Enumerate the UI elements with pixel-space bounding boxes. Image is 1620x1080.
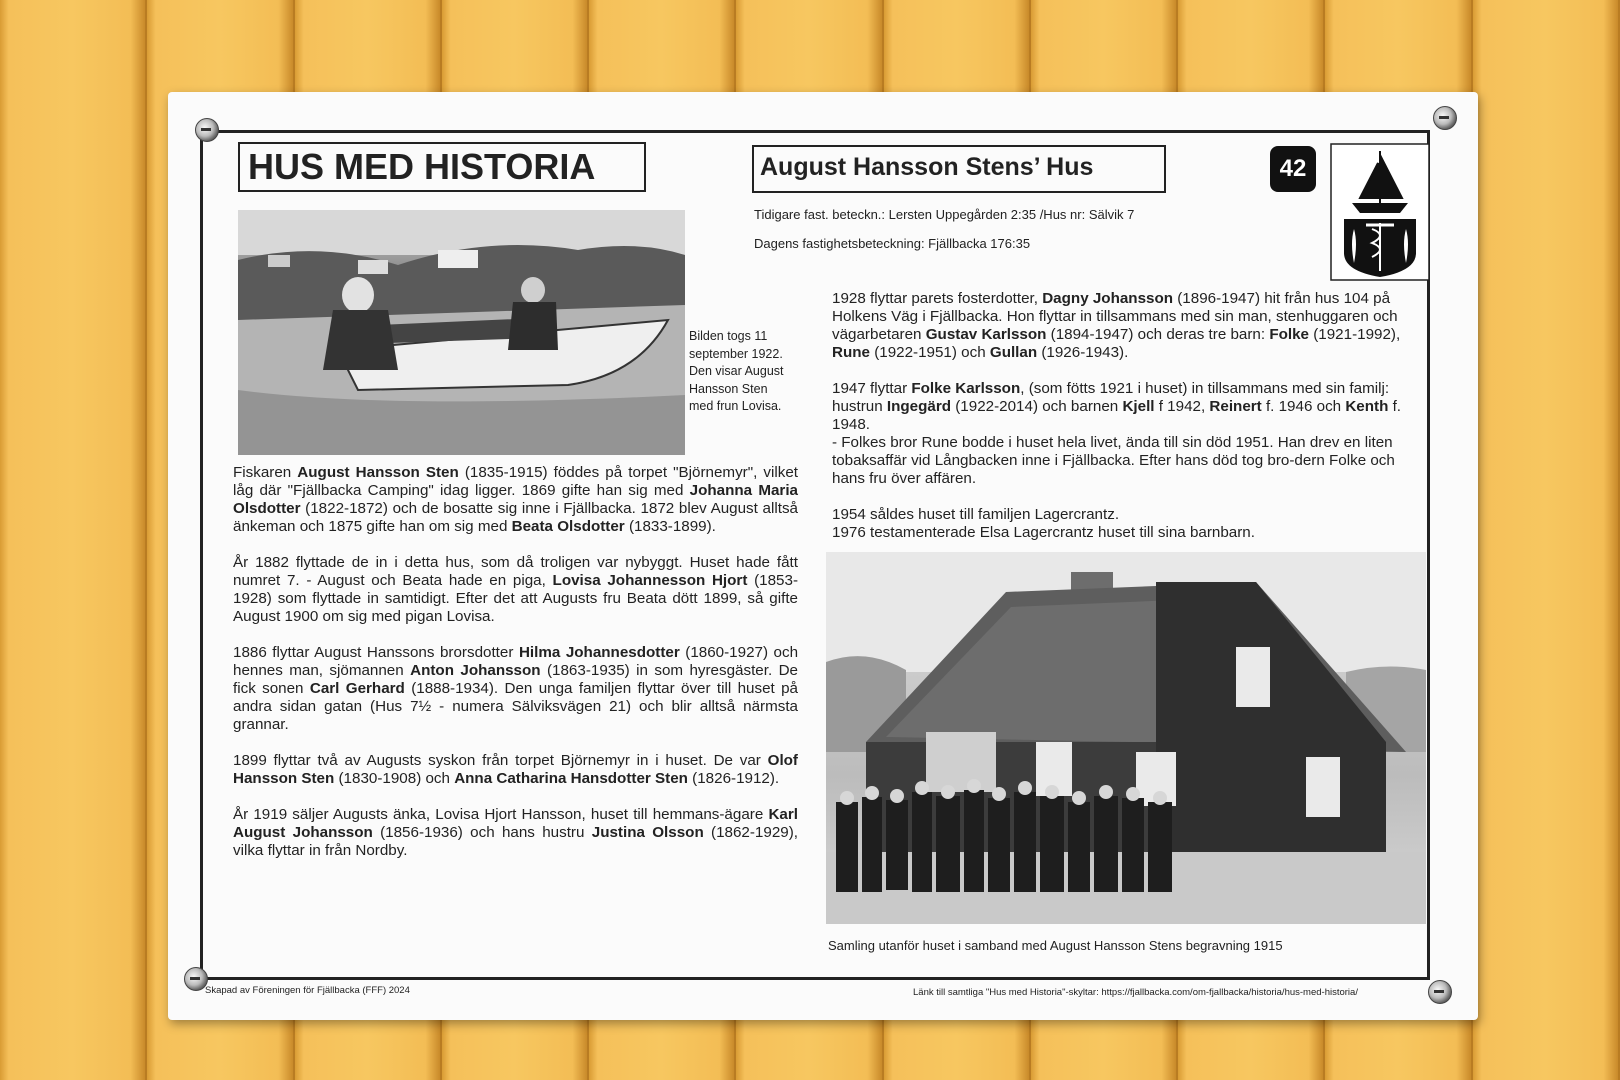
gathering-photo-caption: Samling utanför huset i samband med August Hansson Stens begravning 1915 [828, 938, 1283, 953]
screw-icon [1428, 980, 1452, 1004]
house-number-badge: 42 [1270, 146, 1316, 192]
history-paragraph: 1886 flyttar August Hanssons brorsdotter Hilma Johannesdotter (1860-1927) och hennes man, sjömannen Anton Johansson (1863-1935) in som hyresgäster. De fick sonen Carl Gerhard (1888-1934). Den unga familjen flyttar över till huset på andra sidan gatan (Hus 7½ - numera Sälviksvägen 21) och blir alltså närmsta grannar. [233, 644, 799, 733]
history-text-left-column [233, 464, 798, 878]
fjallbacka-coat-of-arms-icon [1330, 143, 1430, 281]
boat-photo-1922 [238, 210, 685, 455]
current-property-designation: Dagens fastighetsbeteckning: Fjällbacka 176:35 [754, 236, 1031, 251]
previous-property-designation: Tidigare fast. beteckn.: Lersten Uppegården 2:35 /Hus nr: Sälvik 7 [754, 207, 1135, 222]
history-paragraph: 1947 flyttar Folke Karlsson, (som fötts 1921 i huset) in tillsammans med sin familj: hustrun Ingegärd (1922-2014) och barnen Kjell f 1942, Reinert f. 1946 och Kenth f. 1948. - Folkes bror Rune bodde i huset hela livet, ända till sin död 1951. Han drev en liten tobaksaffär vid Långbacken inne i Fjällbacka. Efter hans död tog bro-dern Folke och hans fru över affären. [832, 380, 1402, 487]
history-paragraph: 1899 flyttar två av Augusts syskon från torpet Björnemyr in i huset. De var Olof Hansson Sten (1830-1908) och Anna Catharina Hansdotter Sten (1826-1912). [233, 752, 798, 787]
house-name: August Hansson Stens’ Hus [752, 145, 1166, 193]
created-by-footer: Skapad av Föreningen för Fjällbacka (FFF) 2024 [205, 985, 410, 996]
history-paragraph: År 1919 säljer Augusts änka, Lovisa Hjort Hansson, huset till hemmans-ägare Karl August Johansson (1856-1936) och hans hustru Justina Olsson (1862-1929), vilka flyttar in från Nordby. [233, 806, 798, 859]
history-paragraph: 1954 såldes huset till familjen Lagercrantz. 1976 testamenterade Elsa Lagercrantz huset till sina barnbarn. [832, 506, 1255, 541]
boat-photo-caption: Bilden togs 11 september 1922. Den visar August Hansson Sten med frun Lovisa. [689, 329, 784, 413]
history-paragraph: Fiskaren August Hansson Sten (1835-1915) föddes på torpet "Björnemyr", vilket låg där "Fjällbacka Camping" idag ligger. 1869 gifte han sig med Johanna Maria Olsdotter (1822-1872) och de bosatte sig inne i Fjällbacka. 1872 blev August alltså änkeman och 1875 gifte han om sig med Beata Olsdotter (1833-1899). [233, 464, 799, 535]
history-paragraph: 1928 flyttar parets fosterdotter, Dagny Johansson (1896-1947) hit från hus 104 på Holkens Väg i Fjällbacka. Hon flyttar in tillsammans med sin man, stenhuggaren och vägarbetaren Gustav Karlsson (1894-1947) och deras tre barn: Folke (1921-1992), Rune (1922-1951) och Gullan (1926-1943). [832, 290, 1401, 361]
website-link-footer: Länk till samtliga "Hus med Historia"-skyltar: https://fjallbacka.com/om-fjallbacka/historia/hus-med-historia/ [913, 987, 1358, 998]
funeral-gathering-photo-1915 [826, 552, 1426, 924]
screw-icon [195, 118, 219, 142]
history-text-right-column [832, 290, 1402, 560]
history-paragraph: År 1882 flyttade de in i detta hus, som då troligen var nybyggt. Huset hade fått numret 7. - August och Beata hade en piga, Lovisa Johannesson Hjort (1853-1928) som flyttade in samtidigt. Efter det att Augusts fru Beata dött 1899, så gifte August 1900 om sig med pigan Lovisa. [233, 554, 799, 625]
sign-title: HUS MED HISTORIA [238, 142, 646, 192]
screw-icon [1433, 106, 1457, 130]
